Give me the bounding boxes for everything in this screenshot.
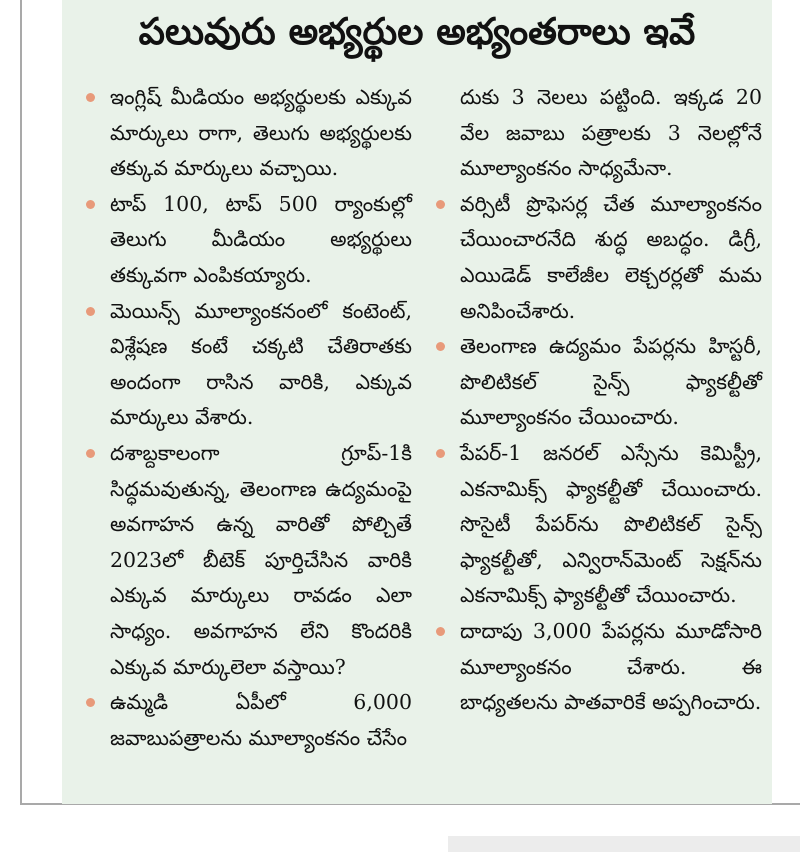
right-column [432,80,762,721]
list-item-text: ఇంగ్లిష్ మీడియం అభ్యర్థులకు ఎక్కువ మార్కులు రాగా, తెలుగు అభ్యర్థులకు తక్కువ మార్కులు వచ్చాయి. [110,85,412,181]
list-item-text: మెయిన్స్ మూల్యాంకనంలో కంటెంట్, విశ్లేషణ కంటే చక్కటి చేతిరాతకు అందంగా రాసిన వారికి, ఎక్కువ మార్కులు వేశారు. [110,298,412,430]
list-item [432,187,762,329]
bullet-icon [86,93,95,102]
continued-text: దుకు 3 నెలలు పట్టింది. ఇక్కడ 20 వేల జవాబు పత్రాలకు 3 నెలల్లోనే మూల్యాంకనం సాధ్యమేనా. [460,85,762,181]
list-item [432,436,762,614]
list-item [82,685,412,756]
list-item-text: వర్సిటీ ప్రొఫెసర్ల చేత మూల్యాంకనం చేయించారనేది శుద్ధ అబద్ధం. డిగ్రీ, ఎయిడెడ్ కాలేజీల లెక్చరర్లతో మమ అనిపించేశారు. [460,191,762,323]
left-column [82,80,412,756]
list-item [82,80,412,187]
bullet-icon [436,342,445,351]
list-item-text: టాప్ 100, టాప్ 500 ర్యాంకుల్లో తెలుగు మీడియం అభ్యర్థులు తక్కువగా ఎంపికయ్యారు. [110,191,412,287]
list-item [82,187,412,294]
bullet-icon [86,307,95,316]
list-item-text: దశాబ్దకాలంగా గ్రూప్-1కి సిద్ధమవుతున్న, తెలంగాణ ఉద్యమంపై అవగాహన ఉన్న వారితో పోల్చితే 2023లో బీటెక్ పూర్తిచేసిన వారికి ఎక్కువ మార్కులు రావడం ఎలా సాధ్యం. అవగాహన లేని కొందరికి ఎక్కువ మార్కులెలా వస్తాయి? [110,440,412,679]
list-item [432,614,762,721]
bullet-icon [86,449,95,458]
list-item-text: పేపర్-1 జనరల్ ఎస్సేను కెమిస్ట్రీ, ఎకనామిక్స్ ఫ్యాకల్టీతో చేయించారు. సొసైటీ పేపర్‌ను పొలిటికల్ సైన్స్ ఫ్యాకల్టీతో, ఎన్విరాన్‌మెంట్ సెక్షన్‌ను ఎకనామిక్స్ ఫ్యాకల్టీతో చేయించారు. [460,440,762,608]
list-item [82,436,412,685]
bullet-icon [436,449,445,458]
bullet-icon [86,698,95,707]
bullet-icon [436,627,445,636]
bullet-icon [436,200,445,209]
list-item [432,329,762,436]
list-item-text: దాదాపు 3,000 పేపర్లను మూడోసారి మూల్యాంకనం చేశారు. ఈ బాధ్యతలను పాతవారికే అప్పగించారు. [460,618,762,715]
list-item-text: ఉమ్మడి ఏపీలో 6,000 జవాబుపత్రాలను మూల్యాంకనం చేసేం [110,690,412,750]
list-item-text: తెలంగాణ ఉద్యమం పేపర్లను హిస్టరీ, పొలిటికల్ సైన్స్ ఫ్యాకల్టీతో మూల్యాంకనం చేయించారు. [460,334,762,430]
headline: పలువురు అభ్యర్థుల అభ్యంతరాలు ఇవే [138,10,696,53]
footer-bar [448,836,800,852]
list-item [82,294,412,436]
bullet-icon [86,200,95,209]
